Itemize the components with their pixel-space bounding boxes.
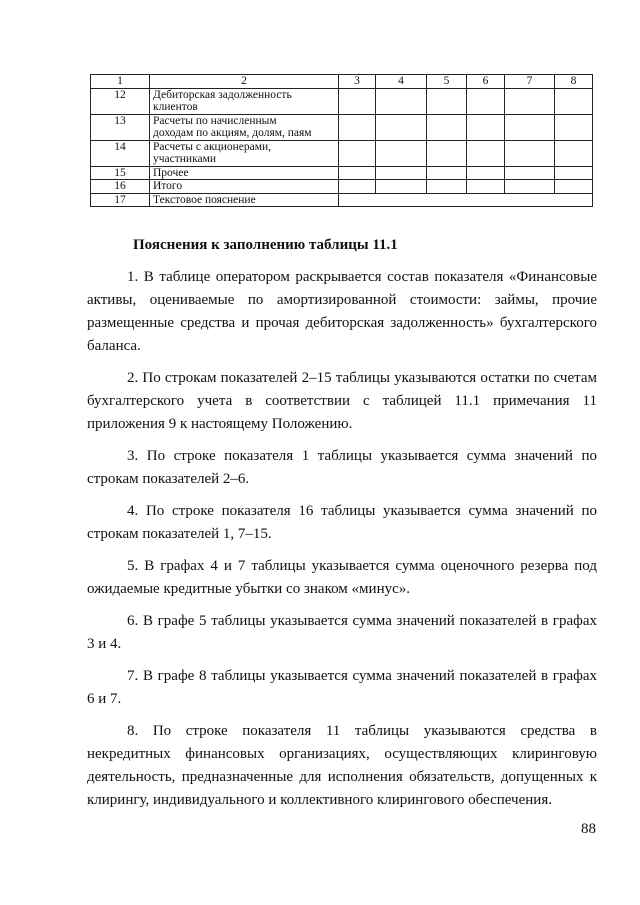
table-cell [555, 180, 593, 194]
row-number: 16 [91, 180, 150, 194]
table-cell [339, 114, 376, 140]
table-cell [505, 166, 555, 180]
row-label-line: клиентов [153, 101, 198, 113]
table-row [91, 140, 593, 166]
table-cell [467, 114, 505, 140]
table-cell [505, 114, 555, 140]
table-cell [467, 180, 505, 194]
table-cell [467, 166, 505, 180]
row-label [150, 114, 339, 140]
table-cell [376, 140, 427, 166]
row-label-line: Расчеты по начисленным [153, 114, 277, 127]
row-label: Итого [150, 180, 339, 194]
row-number: 12 [91, 88, 150, 114]
column-header: 8 [555, 75, 593, 89]
explanations-body [87, 266, 597, 821]
table-cell [376, 88, 427, 114]
row-label-line: Расчеты с акционерами, [153, 140, 272, 153]
row-label: Текстовое пояснение [150, 193, 339, 207]
table-cell [467, 88, 505, 114]
table-cell [427, 114, 467, 140]
row-label [150, 140, 339, 166]
page-number: 88 [581, 821, 596, 837]
table-cell [376, 180, 427, 194]
row-number: 17 [91, 193, 150, 207]
section-heading: Пояснения к заполнению таблицы 11.1 [133, 237, 398, 253]
column-header: 1 [91, 75, 150, 89]
merged-cell [339, 193, 593, 207]
column-header: 4 [376, 75, 427, 89]
table-cell [505, 140, 555, 166]
table-row [91, 180, 593, 194]
table-cell [376, 114, 427, 140]
table-cell [427, 180, 467, 194]
table-row [91, 166, 593, 180]
column-header: 7 [505, 75, 555, 89]
table-header-row [91, 75, 593, 89]
column-header: 3 [339, 75, 376, 89]
column-header: 2 [150, 75, 339, 89]
row-label-line: доходам по акциям, долям, паям [153, 127, 312, 139]
paragraph: 2. По строкам показателей 2–15 таблицы указываются остатки по счетам бухгалтерского учета в соответствии с таблицей 11.1 примечания 11 приложения 9 к настоящему Положению. [87, 370, 597, 432]
table-cell [555, 114, 593, 140]
table-row [91, 88, 593, 114]
row-number: 13 [91, 114, 150, 140]
table-cell [555, 166, 593, 180]
table-cell [339, 140, 376, 166]
table-cell [505, 88, 555, 114]
table-cell [467, 140, 505, 166]
table-cell [505, 180, 555, 194]
column-header: 5 [427, 75, 467, 89]
table-cell [427, 166, 467, 180]
table-cell [555, 140, 593, 166]
row-number: 14 [91, 140, 150, 166]
table-cell [339, 88, 376, 114]
table-cell [376, 166, 427, 180]
paragraph: 4. По строке показателя 16 таблицы указывается сумма значений по строкам показателей 1, 7–15. [87, 503, 597, 542]
paragraph: 3. По строке показателя 1 таблицы указывается сумма значений по строкам показателей 2–6. [87, 448, 597, 487]
table-cell [339, 180, 376, 194]
row-label-line: участниками [153, 153, 217, 165]
table-cell [555, 88, 593, 114]
paragraph: 1. В таблице оператором раскрывается состав показателя «Финансовые активы, оцениваемые по амортизированной стоимости: займы, прочие размещенные средства и прочая дебиторская задолженность» бухгалтерского баланса. [87, 269, 597, 354]
paragraph: 6. В графе 5 таблицы указывается сумма значений показателей в графах 3 и 4. [87, 613, 597, 652]
table-cell [427, 140, 467, 166]
row-label-line: Дебиторская задолженность [153, 88, 292, 101]
paragraph: 8. По строке показателя 11 таблицы указываются средства в некредитных финансовых организациях, осуществляющих клиринговую деятельность, предназначенные для исполнения обязательств, допущенных к клирингу, индивидуального и коллективного клирингового обеспечения. [87, 723, 597, 808]
row-label [150, 88, 339, 114]
row-label: Прочее [150, 166, 339, 180]
indicators-table [90, 74, 593, 207]
paragraph: 5. В графах 4 и 7 таблицы указывается сумма оценочного резерва под ожидаемые кредитные убытки со знаком «минус». [87, 558, 597, 597]
column-header: 6 [467, 75, 505, 89]
table-row [91, 114, 593, 140]
table-row [91, 193, 593, 207]
table-cell [427, 88, 467, 114]
table-cell [339, 166, 376, 180]
paragraph: 7. В графе 8 таблицы указывается сумма значений показателей в графах 6 и 7. [87, 668, 597, 707]
row-number: 15 [91, 166, 150, 180]
